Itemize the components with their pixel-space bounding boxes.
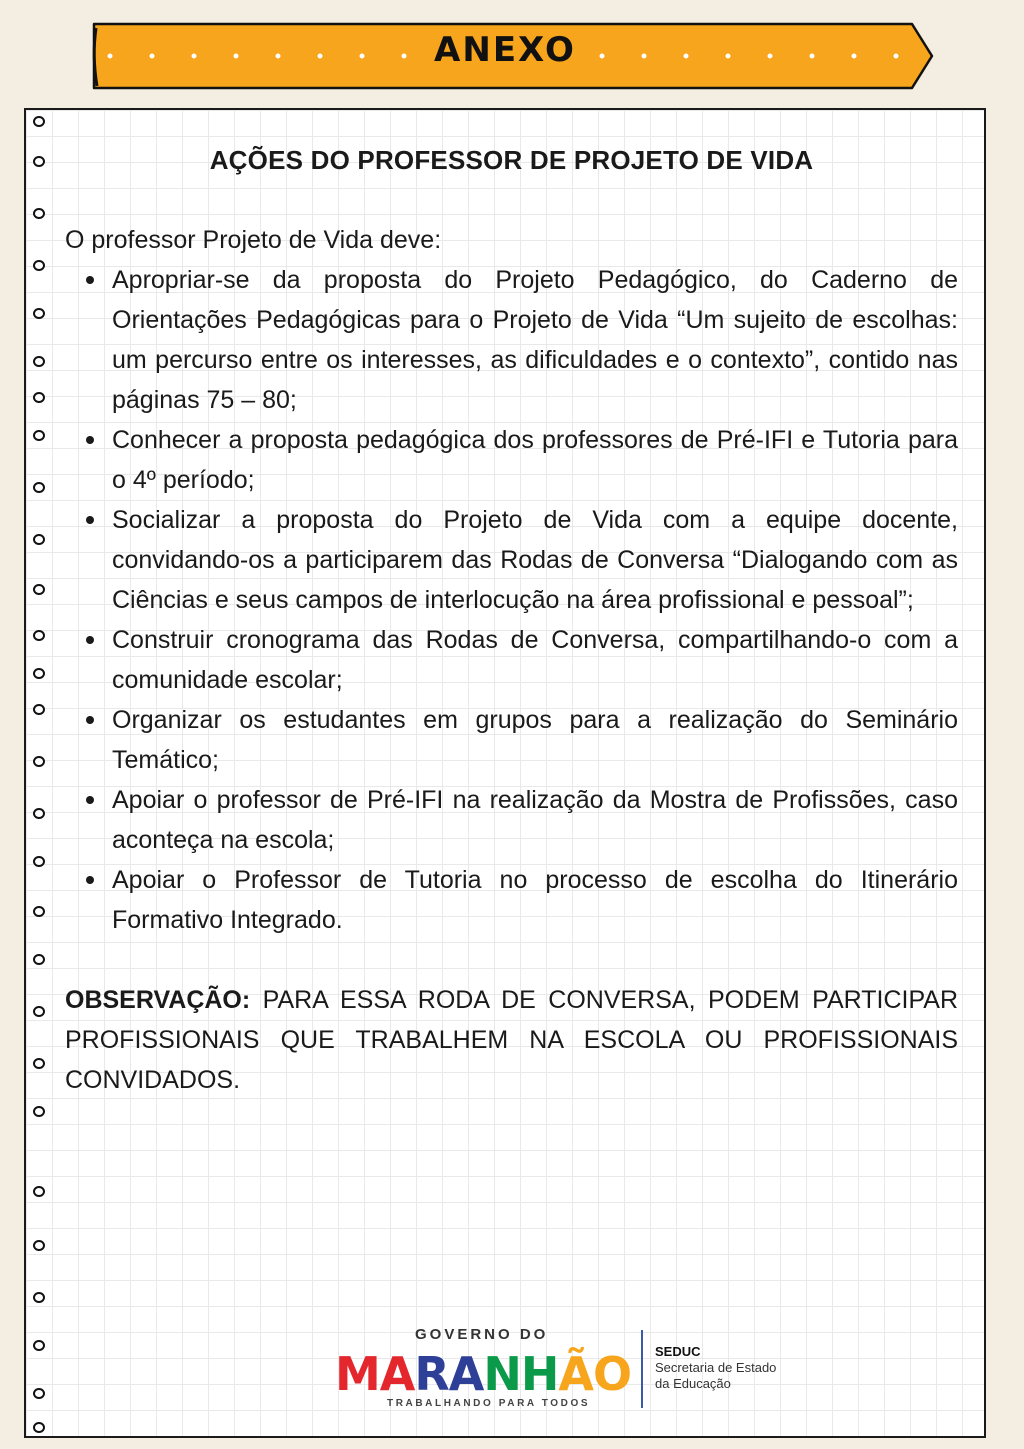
actions-list <box>65 260 958 940</box>
ring-icon <box>33 1106 45 1117</box>
ring-icon <box>33 668 45 679</box>
svg-text:MARANHÃO: MARANHÃO <box>335 1347 632 1401</box>
seduc-block <box>655 1344 776 1392</box>
banner-title: ANEXO <box>434 30 576 70</box>
ring-icon <box>33 630 45 641</box>
anexo-banner <box>90 20 920 92</box>
ring-icon <box>33 308 45 319</box>
ring-icon <box>33 704 45 715</box>
observation-paragraph <box>65 980 958 1100</box>
ring-icon <box>33 392 45 403</box>
notebook-rings <box>30 108 60 1438</box>
ring-icon <box>33 1006 45 1017</box>
logo-divider <box>641 1330 643 1408</box>
ring-icon <box>33 756 45 767</box>
ring-icon <box>33 1422 45 1433</box>
ring-icon <box>33 1292 45 1303</box>
document-title: AÇÕES DO PROFESSOR DE PROJETO DE VIDA <box>209 145 814 175</box>
list-item: Socializar a proposta do Projeto de Vida com a equipe docente, convidando-os a participarem das Rodas de Conversa “Dialogando com as Ciências e seus campos de interlocução na área profissional e pessoal”; <box>112 500 958 620</box>
ring-icon <box>33 482 45 493</box>
list-item: Apoiar o professor de Pré-IFI na realização da Mostra de Profissões, caso aconteça na escola; <box>112 780 958 860</box>
observation-text: PARA ESSA RODA DE CONVERSA, PODEM PARTICIPAR PROFISSIONAIS QUE TRABALHEM NA ESCOLA OU PROFISSIONAIS CONVIDADOS. <box>65 986 958 1094</box>
document-intro: O professor Projeto de Vida deve: <box>65 226 442 254</box>
ring-icon <box>33 430 45 441</box>
ring-icon <box>33 116 45 127</box>
maranhao-wordmark <box>335 1340 635 1402</box>
list-item: Apoiar o Professor de Tutoria no processo de escolha do Itinerário Formativo Integrado. <box>112 860 958 940</box>
list-item: Construir cronograma das Rodas de Conversa, compartilhando-o com a comunidade escolar; <box>112 620 958 700</box>
list-item: Organizar os estudantes em grupos para a realização do Seminário Temático; <box>112 700 958 780</box>
ring-icon <box>33 954 45 965</box>
list-item: Conhecer a proposta pedagógica dos professores de Pré-IFI e Tutoria para o 4º período; <box>112 420 958 500</box>
observation-label: OBSERVAÇÃO: <box>65 986 251 1014</box>
ring-icon <box>33 584 45 595</box>
list-item: Apropriar-se da proposta do Projeto Pedagógico, do Caderno de Orientações Pedagógicas para o Projeto de Vida “Um sujeito de escolhas: um percurso entre os interesses, as dificuldades e o contexto”, contido nas páginas 75 – 80; <box>112 260 958 420</box>
ring-icon <box>33 1240 45 1251</box>
seduc-title: SEDUC <box>655 1344 701 1359</box>
ring-icon <box>33 534 45 545</box>
ring-icon <box>33 356 45 367</box>
ring-icon <box>33 156 45 167</box>
seduc-line2: da Educação <box>655 1376 731 1391</box>
ring-icon <box>33 808 45 819</box>
ring-icon <box>33 1388 45 1399</box>
ring-icon <box>33 1186 45 1197</box>
ring-icon <box>33 1058 45 1069</box>
logo-gov-top: GOVERNO DO <box>415 1326 549 1343</box>
ring-icon <box>33 906 45 917</box>
governo-maranhao-logo <box>335 1326 795 1416</box>
ring-icon <box>33 1340 45 1351</box>
ring-icon <box>33 856 45 867</box>
seduc-line1: Secretaria de Estado <box>655 1360 777 1375</box>
ring-icon <box>33 208 45 219</box>
ring-icon <box>33 260 45 271</box>
logo-slogan: TRABALHANDO PARA TODOS <box>387 1398 591 1409</box>
document-content <box>65 140 958 1125</box>
